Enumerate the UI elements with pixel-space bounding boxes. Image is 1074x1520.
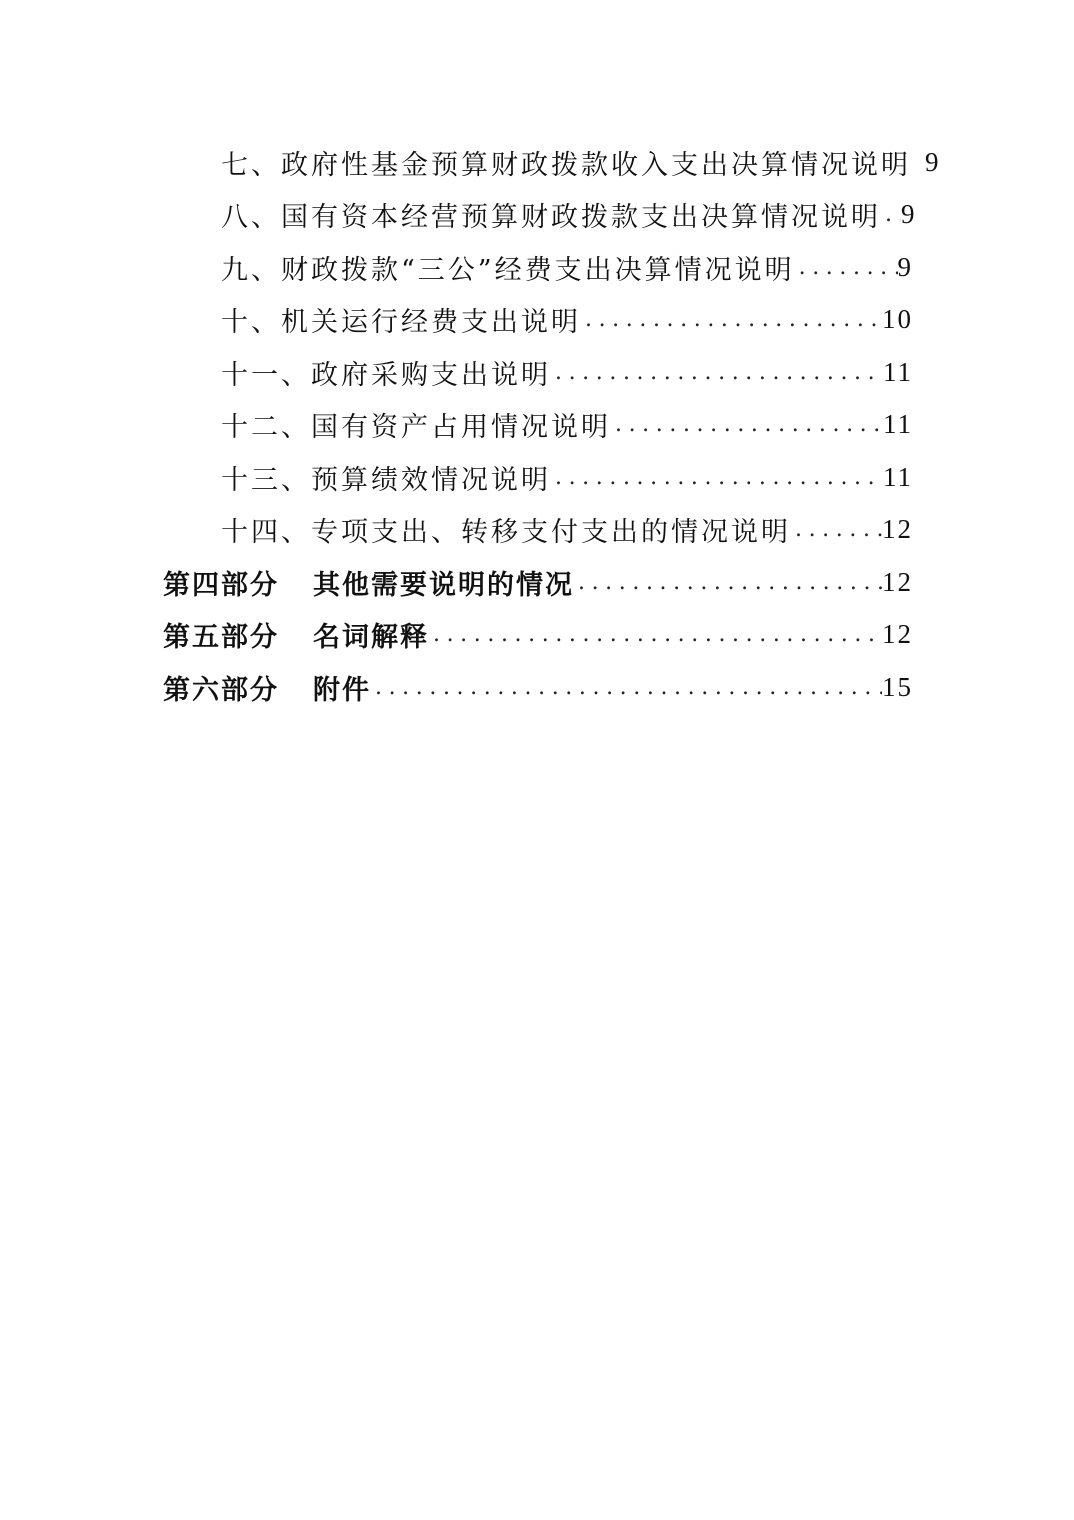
toc-part-four[interactable] xyxy=(0,556,1074,609)
toc-page-number: 12 xyxy=(882,619,913,650)
toc-dot-leader xyxy=(881,202,901,227)
toc-entry-title: 七、政府性基金预算财政拨款收入支出决算情况说明 xyxy=(221,149,911,181)
toc-entry-title: 名词解释 xyxy=(313,622,429,654)
toc-entry-title: 八、国有资本经营预算财政拨款支出决算情况说明 xyxy=(221,202,881,234)
toc-entry-state-capital-budget[interactable] xyxy=(0,189,1074,242)
toc-part-label: 第五部分 xyxy=(163,622,279,654)
toc-part-title xyxy=(163,668,371,707)
toc-page-number: 11 xyxy=(883,356,913,387)
toc-entry-government-fund-budget[interactable] xyxy=(0,136,1074,189)
toc-dot-leader xyxy=(791,517,882,542)
toc-dot-leader xyxy=(429,622,882,647)
toc-page-number: 15 xyxy=(882,671,913,702)
table-of-contents xyxy=(0,136,1074,714)
toc-page-number: 9 xyxy=(925,146,941,177)
toc-part-title xyxy=(163,615,429,654)
toc-page-number: 9 xyxy=(901,199,917,230)
toc-entry-title: 十一、政府采购支出说明 xyxy=(221,359,551,391)
toc-part-six[interactable] xyxy=(0,661,1074,714)
toc-page-number: 9 xyxy=(897,251,913,282)
toc-dot-leader xyxy=(371,675,882,700)
toc-page-number: 12 xyxy=(882,566,913,597)
toc-entry-three-public-expenses[interactable] xyxy=(0,241,1074,294)
toc-entry-title: 附件 xyxy=(313,674,371,706)
toc-dot-leader xyxy=(574,570,882,595)
toc-entry-title: 十、机关运行经费支出说明 xyxy=(221,307,581,339)
toc-dot-leader xyxy=(551,465,883,490)
toc-dot-leader xyxy=(795,255,898,280)
toc-entry-title: 九、财政拨款“三公”经费支出决算情况说明 xyxy=(221,254,795,286)
toc-page-number: 12 xyxy=(882,514,913,545)
toc-entry-special-transfer-payments[interactable] xyxy=(0,504,1074,557)
toc-entry-operating-expenses[interactable] xyxy=(0,294,1074,347)
toc-dot-leader xyxy=(581,307,882,332)
toc-entry-government-procurement[interactable] xyxy=(0,346,1074,399)
toc-page-number: 10 xyxy=(882,304,913,335)
toc-dot-leader xyxy=(551,360,883,385)
toc-page-number: 11 xyxy=(883,409,913,440)
toc-entry-title: 其他需要说明的情况 xyxy=(313,569,574,601)
toc-entry-state-assets[interactable] xyxy=(0,399,1074,452)
toc-entry-title: 十二、国有资产占用情况说明 xyxy=(221,412,611,444)
toc-part-label: 第四部分 xyxy=(163,569,279,601)
toc-entry-budget-performance[interactable] xyxy=(0,451,1074,504)
toc-part-five[interactable] xyxy=(0,609,1074,662)
toc-entry-title: 十三、预算绩效情况说明 xyxy=(221,464,551,496)
toc-part-title xyxy=(163,563,574,602)
toc-dot-leader xyxy=(611,412,883,437)
toc-page-number: 11 xyxy=(883,461,913,492)
toc-part-label: 第六部分 xyxy=(163,674,279,706)
toc-entry-title: 十四、专项支出、转移支付支出的情况说明 xyxy=(221,517,791,549)
